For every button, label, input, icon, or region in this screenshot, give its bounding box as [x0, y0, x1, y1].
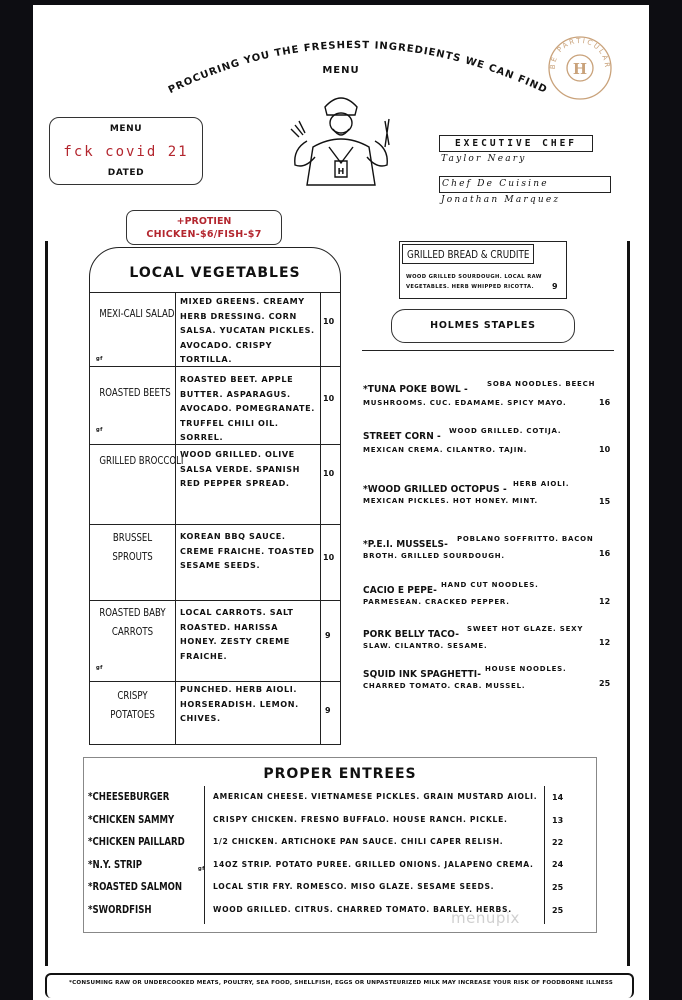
- entree-price: 25: [552, 906, 564, 915]
- holmes-staples-title: HOLMES STAPLES: [430, 320, 536, 331]
- local-vegetables-title: LOCAL VEGETABLES: [129, 265, 301, 281]
- veg-row-beets: [90, 367, 340, 445]
- badge-menu-label: MENU: [109, 124, 143, 134]
- entree-desc: LOCAL STIR FRY. ROMESCO. MISO GLAZE. SESAME SEEDS.: [213, 882, 495, 891]
- chef-cuisine-title: Chef De Cuisine: [442, 179, 549, 189]
- entrees-list: [88, 786, 588, 924]
- chef-cuisine-name: Jonathan Marquez: [441, 195, 561, 205]
- veg-row-potatoes: [90, 682, 340, 744]
- veg-name: CRISPY POTATOES: [110, 689, 155, 721]
- proper-entrees-section: [83, 757, 597, 933]
- gf-mark: gf: [96, 427, 103, 433]
- entree-name: *ROASTED SALMON: [88, 880, 183, 893]
- entree-price: 25: [552, 883, 564, 892]
- dated-badge: [49, 117, 203, 185]
- veg-name: ROASTED BABY CARROTS: [99, 606, 166, 638]
- grilled-bread-box: [399, 241, 567, 299]
- veg-desc: PUNCHED. HERB AIOLI. HORSERADISH. LEMON. CHIVES.: [180, 684, 299, 724]
- proper-entrees-title: PROPER ENTREES: [263, 766, 417, 782]
- staple-item: STREET CORN - WOOD GRILLED. COTIJA. MEXICAN CREMA. CILANTRO. TAJIN. 10: [363, 427, 611, 454]
- logo-text: BE PARTICULAR: [548, 36, 612, 70]
- logo-letter: H: [572, 60, 588, 78]
- entree-desc: 14OZ STRIP. POTATO PUREE. GRILLED ONIONS. JALAPENO CREMA.: [213, 859, 534, 869]
- exec-chef-name: Taylor Neary: [441, 154, 527, 164]
- menu-label: MENU: [322, 65, 360, 76]
- veg-row-brussel: [90, 525, 340, 599]
- entree-price: 24: [552, 860, 564, 869]
- staple-item: *WOOD GRILLED OCTOPUS - HERB AIOLI. MEXICAN PICKLES. HOT HONEY. MINT. 15: [363, 480, 611, 506]
- veg-price: 9: [325, 631, 331, 640]
- veg-desc: KOREAN BBQ SAUCE. CREME FRAICHE. TOASTED SESAME SEEDS.: [180, 531, 315, 571]
- veg-row-mexicali: [90, 292, 340, 366]
- staples-divider: [362, 350, 614, 351]
- staple-item: *TUNA POKE BOWL - SOBA NOODLES. BEECH MUSHROOMS. CUC. EDAMAME. SPICY MAYO. 16: [363, 380, 611, 407]
- entree-desc: WOOD GRILLED. CITRUS. CHARRED TOMATO. BARLEY. HERBS.: [213, 904, 512, 914]
- entree-desc: CRISPY CHICKEN. FRESNO BUFFALO. HOUSE RANCH. PICKLE.: [213, 814, 508, 824]
- left-border-line: [45, 241, 48, 966]
- gf-mark: gf: [198, 866, 205, 872]
- entree-price: 22: [552, 838, 564, 847]
- protein-line1: +PROTIEN: [176, 216, 232, 227]
- handwritten-note: fck covid 21: [63, 144, 189, 160]
- veg-desc: MIXED GREENS. CREAMY HERB DRESSING. CORN SALSA. YUCATAN PICKLES. AVOCADO. CRISPY TORTILLA.: [180, 296, 315, 365]
- staple-item: PORK BELLY TACO- SWEET HOT GLAZE. SEXY SLAW. CILANTRO. SESAME. 12: [363, 625, 611, 650]
- veg-desc: LOCAL CARROTS. SALT ROASTED. HARISSA HONEY. ZESTY CREME FRAICHE.: [180, 607, 294, 661]
- staple-item: CACIO E PEPE- HAND CUT NOODLES. PARMESEAN. CRACKED PEPPER. 12: [363, 581, 611, 606]
- gf-mark: gf: [96, 665, 103, 671]
- entree-name: *N.Y. STRIP: [88, 857, 143, 871]
- veg-price: 10: [323, 553, 335, 562]
- veg-name: ROASTED BEETS: [99, 386, 171, 399]
- chef-cuisine-box: [439, 176, 611, 193]
- veg-name: GRILLED BROCCOLI: [99, 454, 184, 467]
- logo-seal-icon: [547, 35, 613, 101]
- entree-name: *CHICKEN PAILLARD: [88, 835, 185, 848]
- veg-price: 9: [325, 706, 331, 715]
- badge-dated-label: DATED: [107, 168, 145, 178]
- watermark: menupix: [451, 909, 520, 927]
- grilled-bread-title-box: [402, 244, 534, 264]
- veg-name: MEXI-CALI SALAD: [99, 307, 175, 320]
- grilled-bread-desc: WOOD GRILLED SOURDOUGH. LOCAL RAW VEGETABLES. HERB WHIPPED RICOTTA.: [406, 274, 542, 290]
- grilled-bread-price: 9: [552, 282, 558, 291]
- chef-illustration-icon: [285, 85, 397, 191]
- gf-mark: gf: [96, 356, 103, 362]
- entree-name: *CHICKEN SAMMY: [88, 812, 175, 826]
- menu-page: [33, 5, 649, 1000]
- entree-price: 13: [552, 816, 564, 825]
- grilled-bread-title: GRILLED BREAD & CRUDITE: [407, 248, 530, 261]
- protein-addon-box: [126, 210, 282, 245]
- veg-row-broccoli: [90, 445, 340, 523]
- exec-chef-title: EXECUTIVE CHEF: [454, 138, 578, 149]
- protein-line2: CHICKEN-$6/FISH-$7: [146, 229, 262, 240]
- exec-chef-box: [439, 135, 593, 152]
- entree-name: *SWORDFISH: [88, 902, 152, 916]
- veg-name: BRUSSEL SPROUTS: [112, 531, 153, 563]
- local-vegetables-section: [89, 247, 341, 745]
- footer-box: [45, 973, 634, 998]
- veg-desc: WOOD GRILLED. OLIVE SALSA VERDE. SPANISH RED PEPPER SPREAD.: [180, 449, 300, 489]
- staple-item: SQUID INK SPAGHETTI- HOUSE NOODLES. CHARRED TOMATO. CRAB. MUSSEL. 25: [363, 665, 611, 690]
- footer-disclaimer: *CONSUMING RAW OR UNDERCOOKED MEATS, POULTRY, SEA FOOD, SHELLFISH, EGGS OR UNPASTEURIZED MILK MAY INCREASE YOUR RISK OF FOODBORNE ILLNESS: [69, 980, 614, 986]
- right-border-line: [627, 241, 630, 966]
- arc-slogan-text: PROCURING YOU THE FRESHEST INGREDIENTS WE CAN FIND: [166, 39, 550, 97]
- svg-text:H: H: [337, 167, 345, 176]
- holmes-staples-header: [391, 309, 575, 343]
- veg-price: 10: [323, 317, 335, 326]
- entree-name: *CHEESEBURGER: [88, 790, 170, 803]
- staple-item: *P.E.I. MUSSELS- POBLANO SOFFRITTO. BACON BROTH. GRILLED SOURDOUGH. 16: [363, 535, 611, 560]
- veg-row-carrots: [90, 601, 340, 681]
- entree-desc: AMERICAN CHEESE. VIETNAMESE PICKLES. GRAIN MUSTARD AIOLI.: [213, 792, 538, 801]
- entree-price: 14: [552, 793, 564, 802]
- veg-price: 10: [323, 469, 335, 478]
- veg-desc: ROASTED BEET. APPLE BUTTER. ASPARAGUS. AVOCADO. POMEGRANATE. TRUFFEL CHILI OIL. SORREL.: [180, 374, 315, 443]
- entree-desc: 1/2 CHICKEN. ARTICHOKE PAN SAUCE. CHILI CAPER RELISH.: [213, 837, 504, 846]
- veg-price: 10: [323, 394, 335, 403]
